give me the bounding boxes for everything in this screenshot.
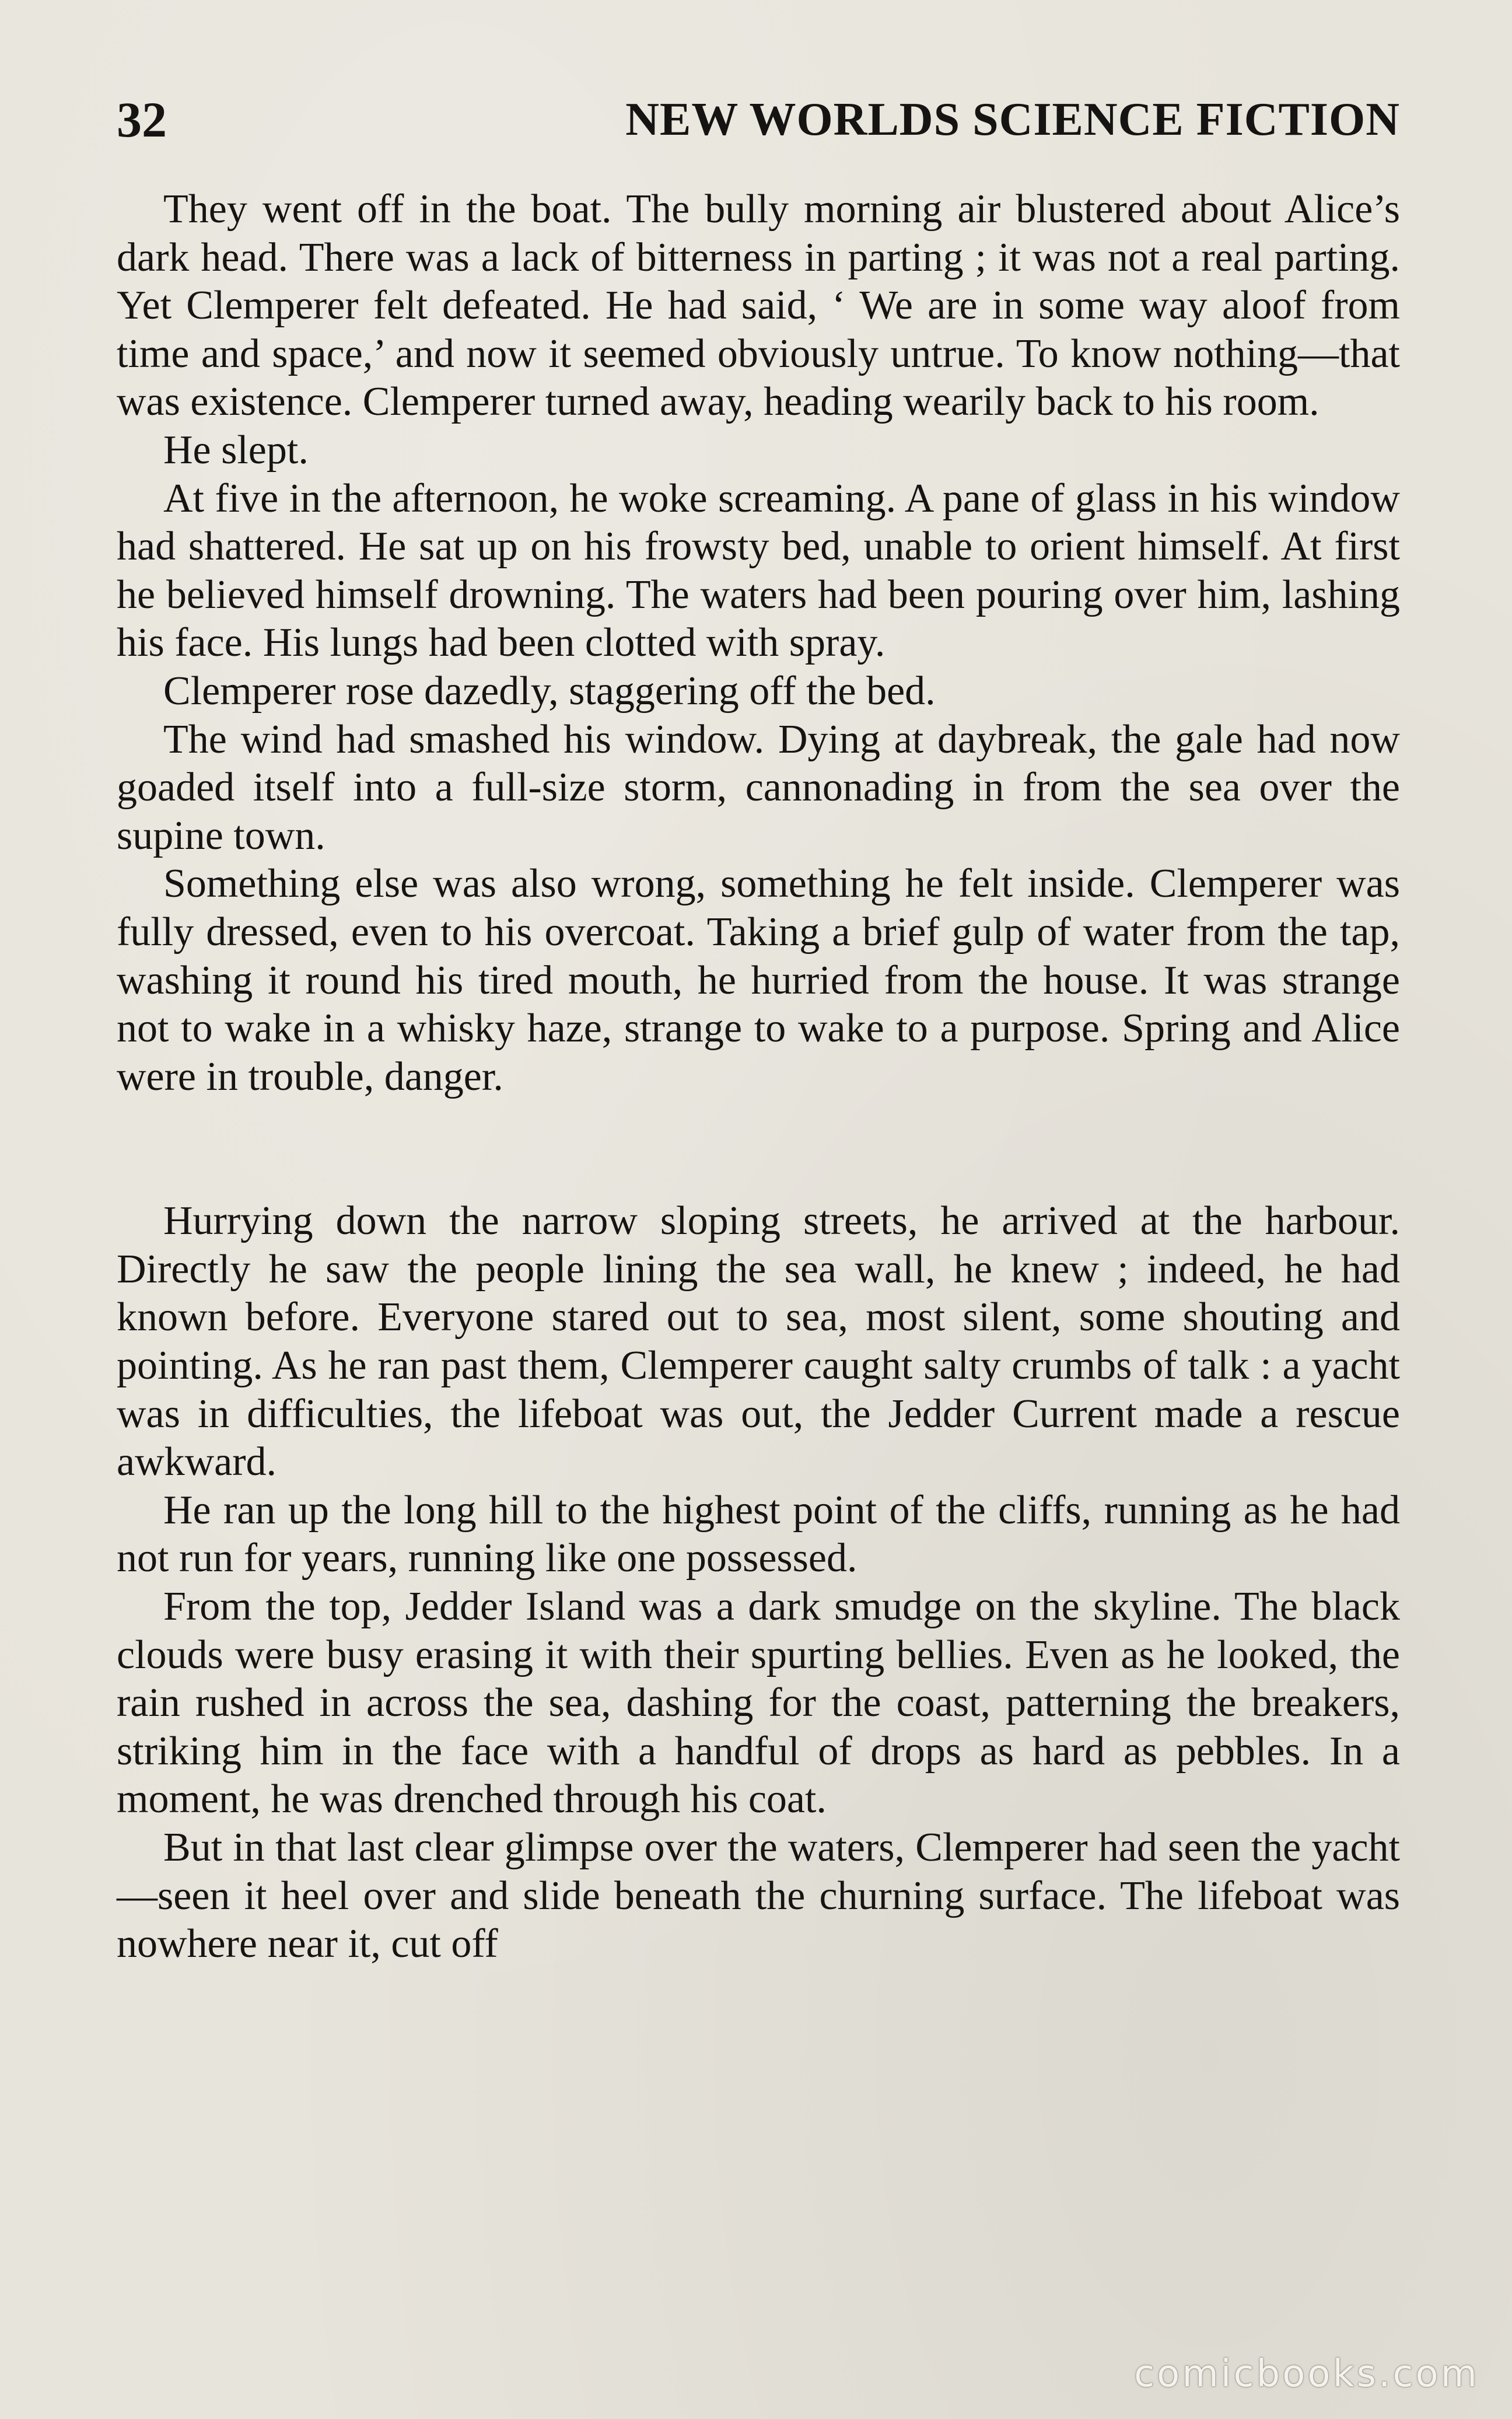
page-number: 32 (117, 92, 167, 148)
watermark-text: comicbooks.com (1133, 2352, 1479, 2396)
paragraph: He ran up the long hill to the highest point of the cliffs, running as he had not run for years, running like one possessed. (117, 1487, 1400, 1581)
paragraph: Clemperer rose dazedly, staggering off the bed. (163, 668, 936, 714)
paragraph: Hurrying down the narrow sloping streets, he arrived at the harbour. Directly he saw the people lining the sea wall, he knew ; indeed, he had known before. Everyone stared out to sea, most silent, some shouting and pointing. As he ran past them, Clemperer caught salty crumbs of talk : a yacht was in difficulties, the lifeboat was out, the Jedder Current made a rescue awkward. (117, 1198, 1400, 1485)
paragraph: At five in the afternoon, he woke screaming. A pane of glass in his window had shattered. He sat up on his frowsty bed, unable to orient himself. At first he believed himself drowning. The waters had been pouring over him, lashing his face. His lungs had been clotted with spray. (117, 476, 1400, 666)
paragraph: Something else was also wrong, something he felt inside. Clemperer was fully dressed, even to his overcoat. Taking a brief gulp of water from the tap, washing it round his tired mouth, he hurried from the house. It was strange not to wake in a whisky haze, strange to wake to a purpose. Spring and Alice were in trouble, danger. (117, 861, 1400, 1099)
paragraph: But in that last clear glimpse over the waters, Clemperer had seen the yacht—seen it heel over and slide beneath the churning surface. The lifeboat was nowhere near it, cut off (117, 1825, 1400, 1967)
running-title: NEW WORLDS SCIENCE FICTION (625, 94, 1400, 145)
paragraph: From the top, Jedder Island was a dark smudge on the skyline. The black clouds were busy erasing it with their spurting bellies. Even as he looked, the rain rushed in across the sea, dashing for the coast, patterning the breakers, striking him in the face with a handful of drops as hard as pebbles. In a moment, he was drenched through his coat. (117, 1584, 1400, 1822)
paragraph: He slept. (163, 427, 309, 473)
story-text (117, 186, 1400, 1969)
paragraph: They went off in the boat. The bully morning air blustered about Alice’s dark head. There was a lack of bitterness in parting ; it was not a real parting. Yet Clemperer felt defeated. He had said, ‘ We are in some way aloof from time and space,’ and now it seemed obviously untrue. To know nothing—that was existence. Clemperer turned away, heading wearily back to his room. (117, 187, 1400, 425)
paragraph: The wind had smashed his window. Dying at daybreak, the gale had now goaded itself into a full-size storm, cannonading in from the sea over the supine town. (117, 716, 1400, 858)
page-header (117, 88, 1400, 152)
